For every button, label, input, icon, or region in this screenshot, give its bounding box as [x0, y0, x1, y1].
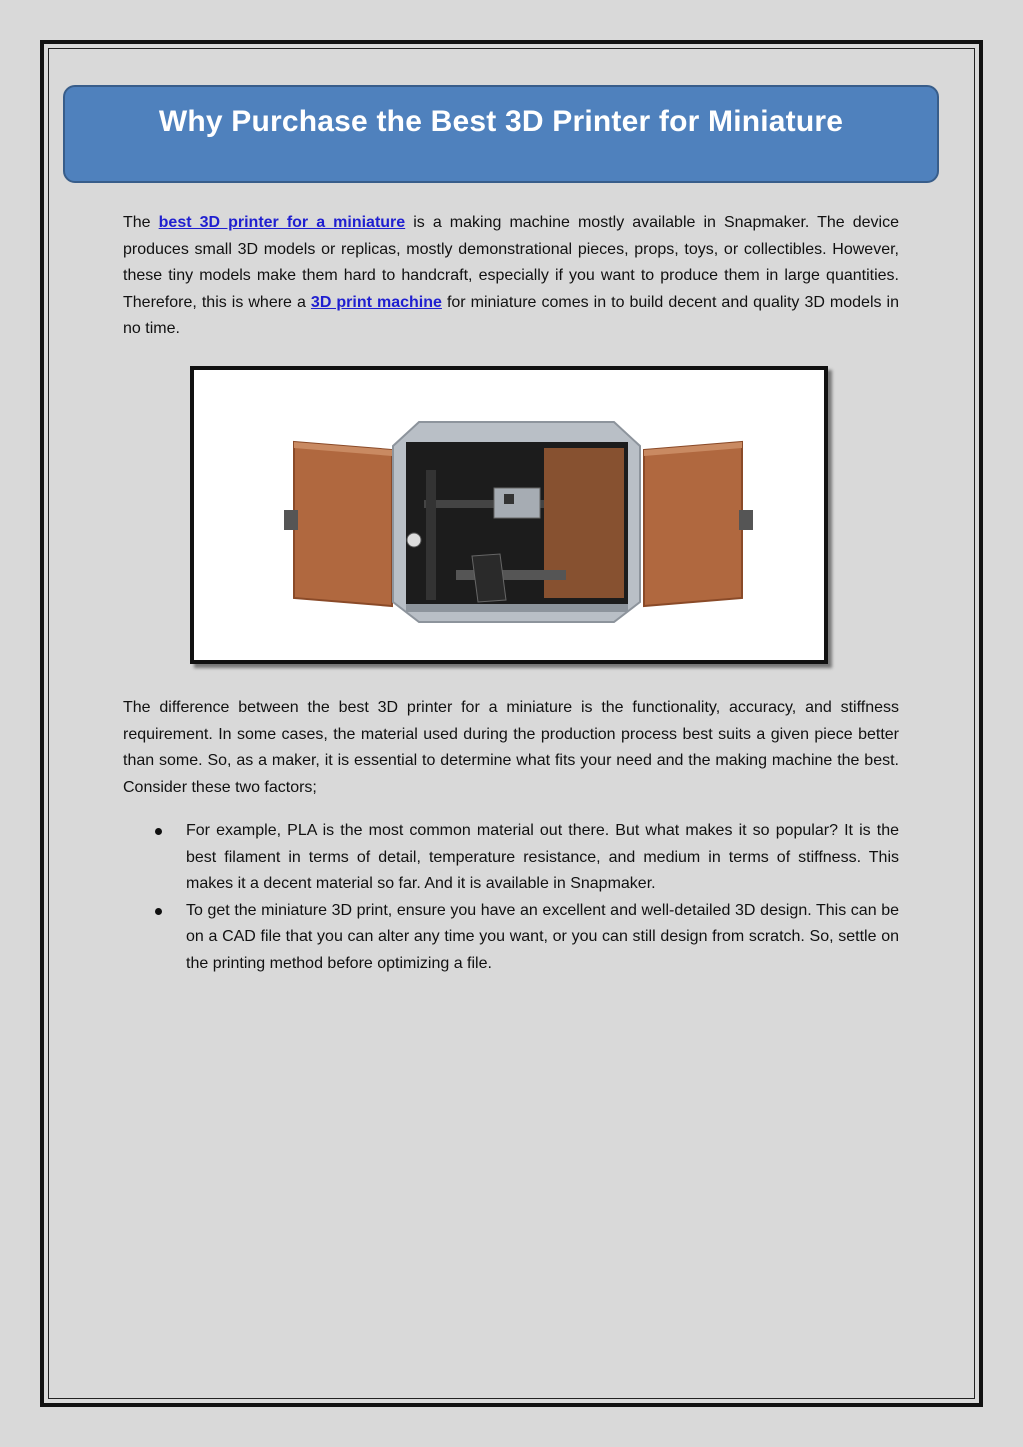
touchscreen	[472, 554, 506, 602]
intro-text-end: for miniature comes in to build decent and quality 3D models in no time.	[123, 293, 899, 337]
right-door-hinge	[739, 510, 753, 530]
build-plate	[456, 570, 566, 580]
intro-text-middle: is a making machine mostly available in Snapmaker. The device produces small 3D models or replicas, mostly demonstrational pieces, props, toys, or collectibles. However, these tiny models make them hard to handcraft, especially if you want to produce them in large quantities. Therefore, this is where a	[123, 214, 900, 311]
best-3d-printer-link[interactable]: best 3D printer for a miniature	[158, 214, 406, 231]
page-title: Why Purchase the Best 3D Printer for Miniature	[158, 105, 844, 138]
3d-printer-illustration	[194, 370, 824, 660]
factors-list	[123, 818, 899, 977]
list-item	[123, 818, 899, 898]
enclosure-base	[406, 604, 628, 612]
intro-paragraph	[123, 210, 899, 343]
left-door	[294, 442, 392, 606]
bullet-icon	[155, 908, 162, 915]
print-head	[494, 488, 540, 518]
bullet-icon	[155, 828, 162, 835]
list-item-text: For example, PLA is the most common material out there. But what makes it so popular? It is the best filament in terms of detail, temperature resistance, and medium in terms of stiffness. This makes it a decent material so far. And it is available in Snapmaker.	[186, 822, 899, 892]
list-item	[123, 898, 899, 978]
list-item-text: To get the miniature 3D print, ensure you have an excellent and well-detailed 3D design. This can be on a CAD file that you can alter any time you want, or you can still design from scratch. So, settle on the printing method before optimizing a file.	[186, 901, 899, 972]
difference-paragraph: The difference between the best 3D printer for a miniature is the functionality, accuracy, and stiffness requirement. In some cases, the material used during the production process best suits a given piece better than some. So, as a maker, it is essential to determine what fits your need and the making machine the best. Consider these two factors;	[123, 699, 899, 796]
z-axis	[426, 470, 436, 600]
intro-text-start: The	[123, 214, 159, 231]
printer-image	[190, 366, 828, 664]
right-door	[644, 442, 742, 606]
light-fixture	[407, 533, 421, 547]
print-head-detail	[504, 494, 514, 504]
3d-print-machine-link[interactable]: 3D print machine	[310, 293, 442, 311]
left-door-hinge	[284, 510, 298, 530]
title-banner	[63, 85, 939, 183]
